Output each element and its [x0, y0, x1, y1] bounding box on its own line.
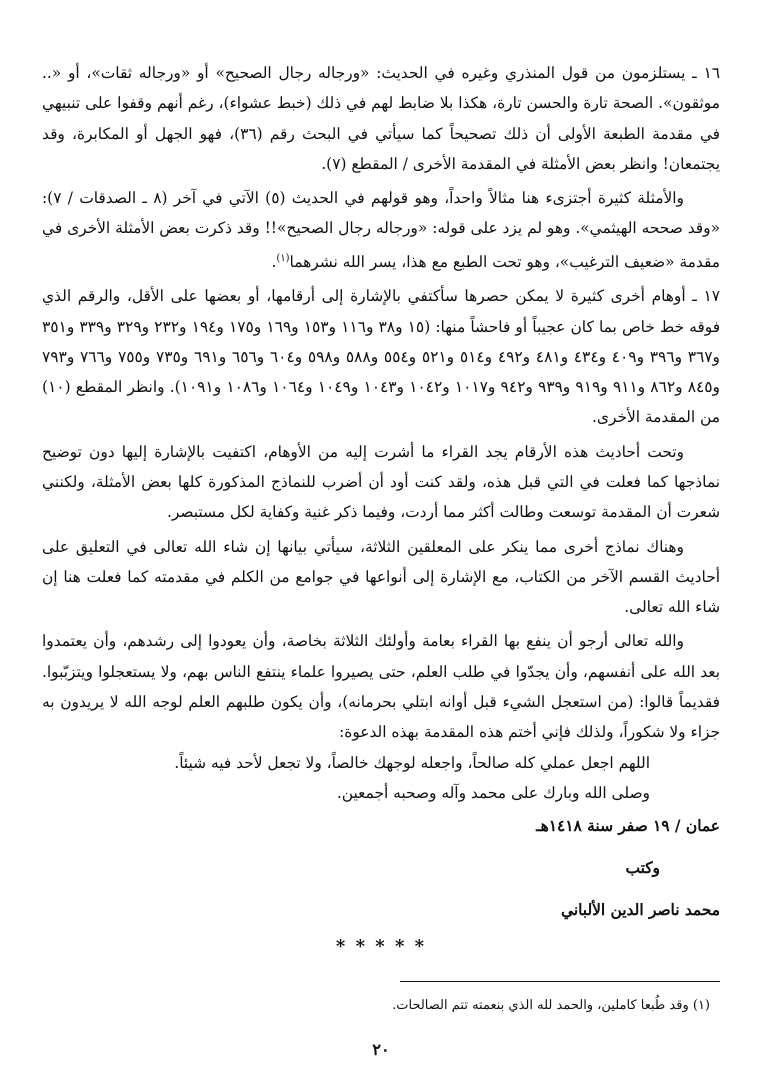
section-separator: * * * * *: [335, 936, 427, 958]
signature-block: [42, 854, 720, 924]
signature-name: محمد ناصر الدين الألباني: [561, 901, 720, 920]
page-number: ٢٠: [372, 1040, 390, 1059]
paragraph-other-examples: وهناك نماذج أخرى مما ينكر على المعلقين الثلاثة، سيأتي بيانها إن شاء الله تعالى في التعليق على أحاديث القسم الآخر من الكتاب، مع الإشارة إلى أنواعها في جوامع من الكلم في مقدمته كما فعلت هنا إن شاء الله تعالى.: [42, 537, 720, 617]
paragraph-examples-text: والأمثلة كثيرة أجتزىء هنا مثالاً واحداً، وهو قولهم في الحديث (٥) الآتي في آخر (٨ ـ الصدقات / ٧): «وقد صححه الهيثمي». وهو لم يزد على قوله: «ورجاله رجال الصحيح»!! وقد ذكرت بعض الأمثلة الأخرى في مقدمة «ضعيف الترغيب»، وهو تحت الطبع مع هذا، يسر الله نشرهما: [42, 189, 720, 271]
paragraph-examples: والأمثلة كثيرة أجتزىء هنا مثالاً واحداً، وهو قولهم في الحديث (٥) الآتي في آخر (٨ ـ الصدقات / ٧): «وقد صححه الهيثمي». وهو لم يزد على قوله: «ورجاله رجال الصحيح»!! وقد ذكرت بعض الأمثلة الأخرى في مقدمة «ضعيف الترغيب»، وهو تحت الطبع مع هذا، يسر الله نشرهما$^{(١)}$.: [42, 189, 720, 271]
paragraph-17: ١٧ ـ أوهام أخرى كثيرة لا يمكن حصرها سأكتفي بالإشارة إلى أرقامها، أو بعضها على الأقل، والرقم الذي فوقه خط خاص بما كان عجيباً أو فاحشاً منها: (١٥ و٣٨ و١١٦ و١٥٣ و١٦٩ و١٧٥ و١٩٤ و٢٣٢ و٣٢٩ و٣٣٩ و٣٥١ و٣٦٧ و٣٩٦ و٤٠٩ و٤٣٤ و٤٨١ و٤٩٢ و٥١٤ و٥٢١ و٥٥٤ و٥٨٨ و٥٩٨ و٦٠٤ و٦٥٦ و٦٩١ و٧٣٥ و٧٥٥ و٧٦٦ و٧٩٣ و٨٤٥ و٨٦٢ و٩١١ و٩١٩ و٩٣٩ و٩٤٢ و١٠١٧ و١٠٤٢ و١٠٤٣ و١٠٤٩ و١٠٦٤ و١٠٨٦ و١٠٩١). وانظر المقطع (١٠) من المقدمة الأخرى.: [42, 287, 721, 427]
footnote-text: (١) وقد طُبعا كاملين، والحمد لله الذي بنعمته تتم الصالحات.: [392, 998, 710, 1013]
paragraph-numbers-note: وتحت أحاديث هذه الأرقام يجد القراء ما أشرت إليه من الأوهام، اكتفيت بالإشارة إليها دون توضيح نماذجها كما فعلت في التي قبل هذه، ولقد كنت أود أن أضرب للنماذج المذكورة كلها بعض الأمثلة، ولكنني شعرت أن المقدمة توسعت وطالت أكثر مما أردت، وفيما ذكر غنية وكفاية لكل مستبصر.: [42, 442, 720, 522]
prayer-line-2: وصلى الله وبارك على محمد وآله وصحبه أجمعين.: [336, 783, 650, 802]
paragraph-16: ١٦ ـ يستلزمون من قول المنذري وغيره في الحديث: «ورجاله رجال الصحيح» أو «ورجاله ثقات»، أو «.. موثقون». الصحة تارة والحسن تارة، هكذا بلا ضابط لهم في ذلك (خبط عشواء)، رغم أنهم وقفوا على تنبيهي في مقدمة الطبعة الأولى أن ذلك تصحيحاً كما سيأتي في البحث رقم (٣٦)، فهو الجهل أو المكابرة، وقد يجتمعان! وانظر بعض الأمثلة في المقدمة الأخرى / المقطع (٧).: [42, 64, 721, 173]
paragraph-closing-hope: والله تعالى أرجو أن ينفع بها القراء بعامة وأولئك الثلاثة بخاصة، وأن يعودوا إلى رشدهم، وأن يعتمدوا بعد الله على أنفسهم، وأن يجدّوا في طلب العلم، حتى يصيروا علماء ينتفع الناس بهم، ولا يستعجلوا ويتزبّبوا. فقديماً قالوا: (من استعجل الشيء قبل أوانه ابتلي بحرمانه)، وأن يكون طلبهم العلم لوجه الله لا يريدون به جزاء ولا شكوراً، ولذلك فإني أختم هذه المقدمة بهذه الدعوة:: [42, 632, 720, 742]
footnote-reference: (١): [276, 252, 290, 264]
prayer-line-1: اللهم اجعل عملي كله صالحاً، واجعله لوجهك خالصاً، ولا تجعل لأحد فيه شيئاً.: [174, 753, 650, 772]
date-line: عمان / ١٩ صفر سنة ١٤١٨هـ: [536, 817, 720, 836]
signature-label: وكتب: [625, 859, 660, 878]
footnote-divider: [400, 981, 720, 982]
